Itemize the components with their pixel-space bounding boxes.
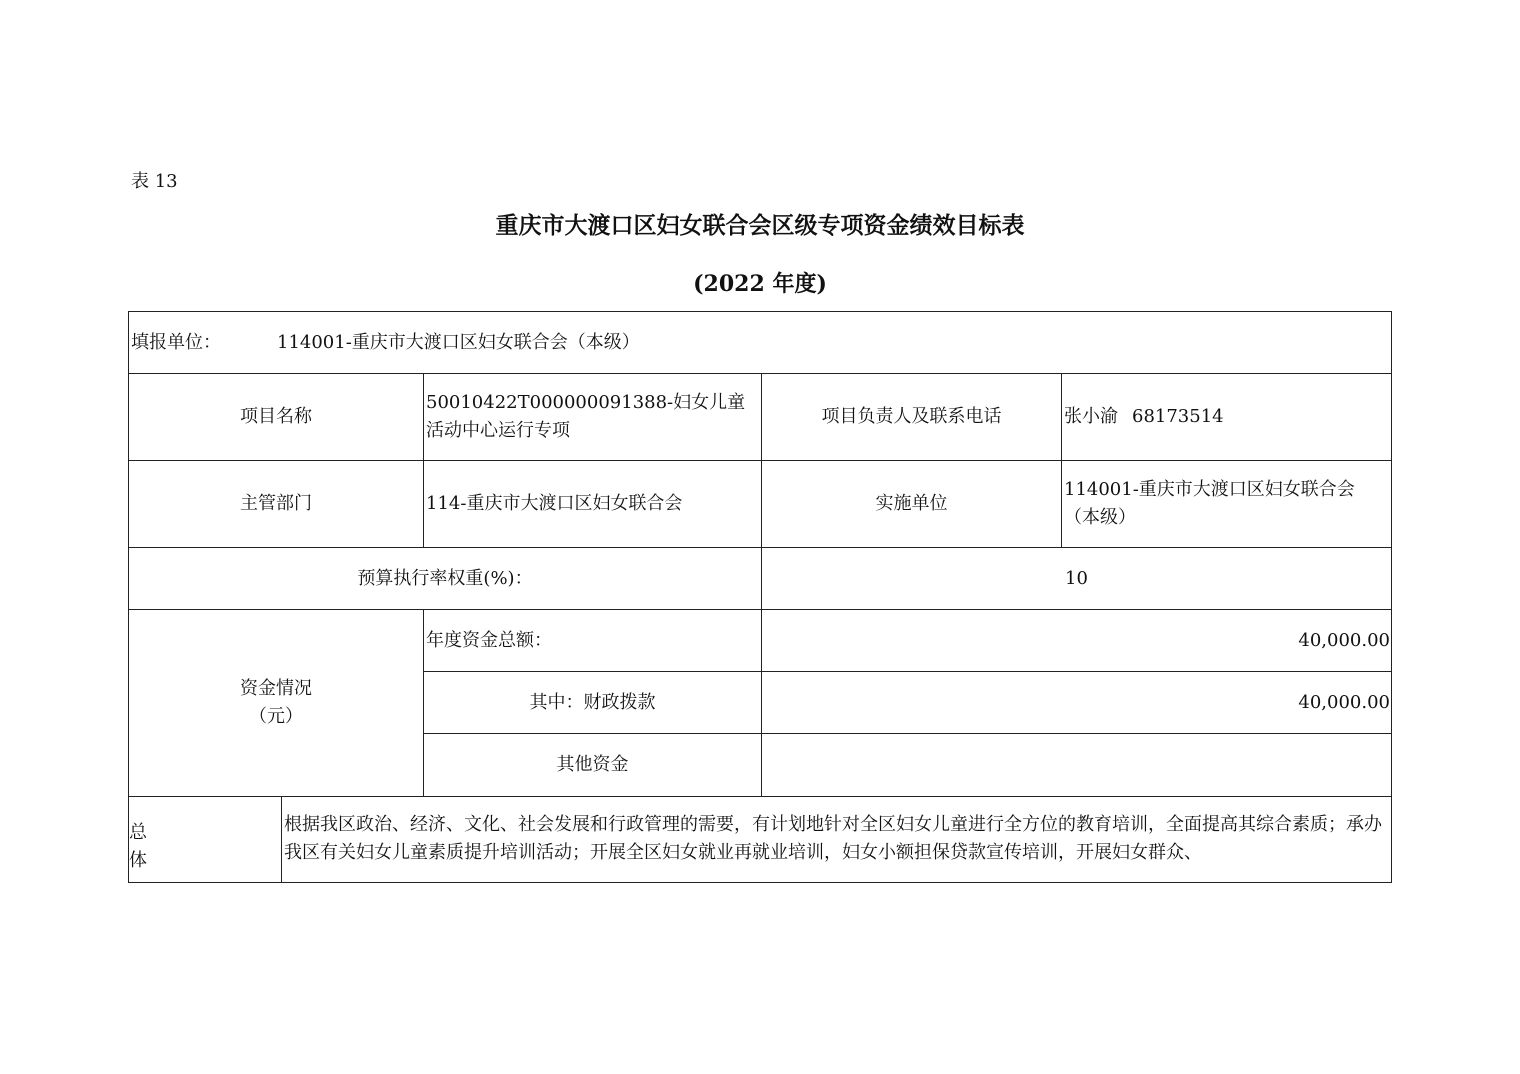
document-subtitle: (2022 年度) xyxy=(693,271,827,297)
project-name-value: 50010422T000000091388-妇女儿童活动中心运行专项 xyxy=(423,373,762,461)
project-name-label: 项目名称 xyxy=(128,373,424,461)
fill-unit-row xyxy=(128,311,1392,374)
department-value: 114-重庆市大渡口区妇女联合会 xyxy=(423,460,762,548)
implementing-unit-label: 实施单位 xyxy=(761,460,1062,548)
fiscal-allocation-label: 其中：财政拨款 xyxy=(423,671,762,734)
budget-weight-value: 10 xyxy=(761,547,1392,610)
contact-phone: 68173514 xyxy=(1132,406,1224,427)
table-number: 表 13 xyxy=(131,171,178,192)
implementing-unit-value: 114001-重庆市大渡口区妇女联合会（本级） xyxy=(1061,460,1392,548)
department-label: 主管部门 xyxy=(128,460,424,548)
document-title: 重庆市大渡口区妇女联合会区级专项资金绩效目标表 xyxy=(495,212,1025,239)
overall-target-text: 根据我区政治、经济、文化、社会发展和行政管理的需要，有计划地针对全区妇女儿童进行全方位的教育培训，全面提高其综合素质；承办我区有关妇女儿童素质提升培训活动；开展全区妇女就业再就业培训，妇女小额担保贷款宣传培训，开展妇女群众、 xyxy=(281,796,1392,883)
fiscal-allocation-value: 40,000.00 xyxy=(761,671,1392,734)
contact-name: 张小渝 xyxy=(1064,406,1118,427)
annual-total-label: 年度资金总额： xyxy=(423,609,762,672)
funds-label xyxy=(128,609,424,797)
funds-label-line2: （元） xyxy=(249,706,303,727)
fill-unit-value: 114001-重庆市大渡口区妇女联合会（本级） xyxy=(277,331,640,353)
other-funds-label: 其他资金 xyxy=(423,733,762,797)
overall-label-line1: 总 xyxy=(129,821,147,843)
annual-total-value: 40,000.00 xyxy=(761,609,1392,672)
funds-label-line1: 资金情况 xyxy=(240,678,312,699)
project-contact-label: 项目负责人及联系电话 xyxy=(761,373,1062,461)
fill-unit-label: 填报单位： xyxy=(131,331,221,353)
overall-target-label xyxy=(128,796,282,883)
other-funds-value xyxy=(761,733,1392,797)
project-contact-value xyxy=(1061,373,1392,461)
budget-weight-label: 预算执行率权重(%)： xyxy=(128,547,762,610)
overall-label-line2: 体 xyxy=(129,849,147,871)
